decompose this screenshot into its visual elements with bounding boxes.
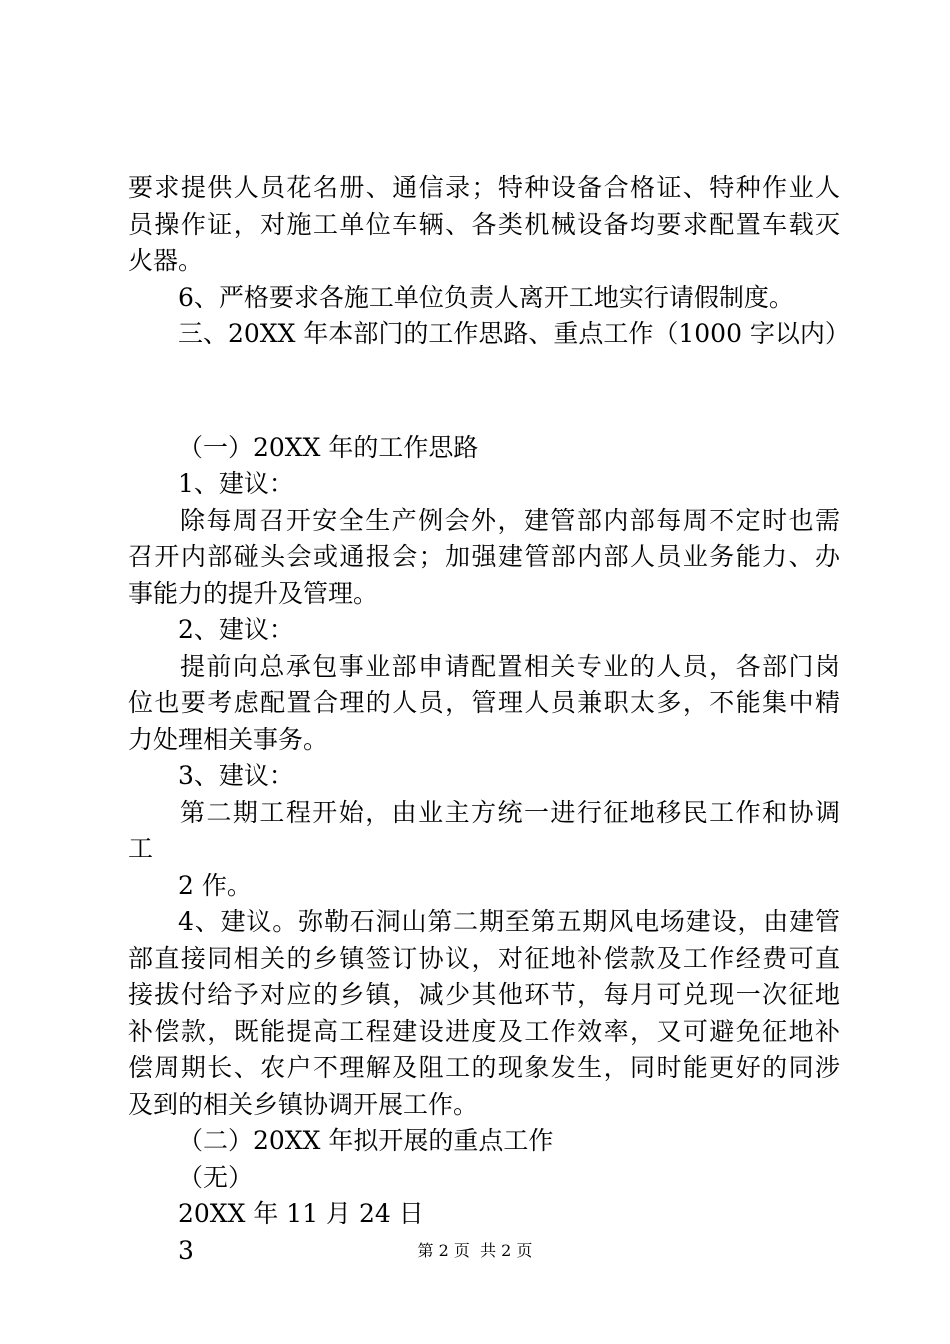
text-line: 除每周召开安全生产例会外，建管部内部每周不定时也需	[180, 505, 840, 535]
text-line: 事能力的提升及管理。	[128, 578, 379, 608]
blank-line	[128, 378, 840, 405]
text-line: 要求提供人员花名册、通信录；特种设备合格证、特种作业人	[128, 173, 840, 202]
text-line: 三、20XX 年本部门的工作思路、重点工作（1000 字以内）	[178, 319, 850, 348]
text-line: 6、严格要求各施工单位负责人离开工地实行请假制度。	[178, 282, 794, 312]
text-line: 补偿款，既能提高工程建设进度及工作效率，又可避免征地补	[128, 1016, 840, 1046]
text-line: 2 作。	[178, 870, 252, 900]
document-body	[128, 170, 850, 1269]
text-line: 偿周期长、农户不理解及阻工的现象发生，同时能更好的同涉	[128, 1053, 840, 1082]
page-footer	[0, 1240, 950, 1262]
text-line: 接拔付给予对应的乡镇，减少其他环节，每月可兑现一次征地	[128, 980, 840, 1009]
text-line: 员操作证，对施工单位车辆、各类机械设备均要求配置车载灭	[128, 209, 840, 239]
text-line: 工	[128, 834, 154, 863]
text-line: 位也要考虑配置合理的人员，管理人员兼职太多，不能集中精	[128, 688, 840, 717]
text-line: 召开内部碰头会或通报会；加强建管部内部人员业务能力、办	[128, 542, 840, 571]
page-number-text: 第 2 页 共 2 页	[417, 1241, 533, 1260]
text-line: 3	[178, 1235, 194, 1265]
text-line: 4、建议。弥勒石洞山第二期至第五期风电场建设，由建管	[178, 907, 840, 936]
text-line: 力处理相关事务。	[128, 724, 329, 754]
text-line: 2、建议：	[178, 615, 294, 644]
text-line: （一）20XX 年的工作思路	[178, 432, 479, 462]
text-line: 提前向总承包事业部申请配置相关专业的人员，各部门岗	[180, 651, 840, 681]
text-line: 部直接同相关的乡镇签订协议，对征地补偿款及工作经费可直	[128, 943, 840, 973]
text-line: 火器。	[128, 246, 204, 275]
text-line: （无）	[178, 1162, 254, 1192]
text-line: 20XX 年 11 月 24 日	[178, 1199, 424, 1228]
text-line: 1、建议：	[178, 469, 294, 498]
text-line: 第二期工程开始，由业主方统一进行征地移民工作和协调	[180, 797, 840, 827]
text-line: 3、建议：	[178, 761, 294, 790]
text-line: （二）20XX 年拟开展的重点工作	[178, 1126, 554, 1155]
text-line: 及到的相关乡镇协调开展工作。	[128, 1089, 479, 1119]
